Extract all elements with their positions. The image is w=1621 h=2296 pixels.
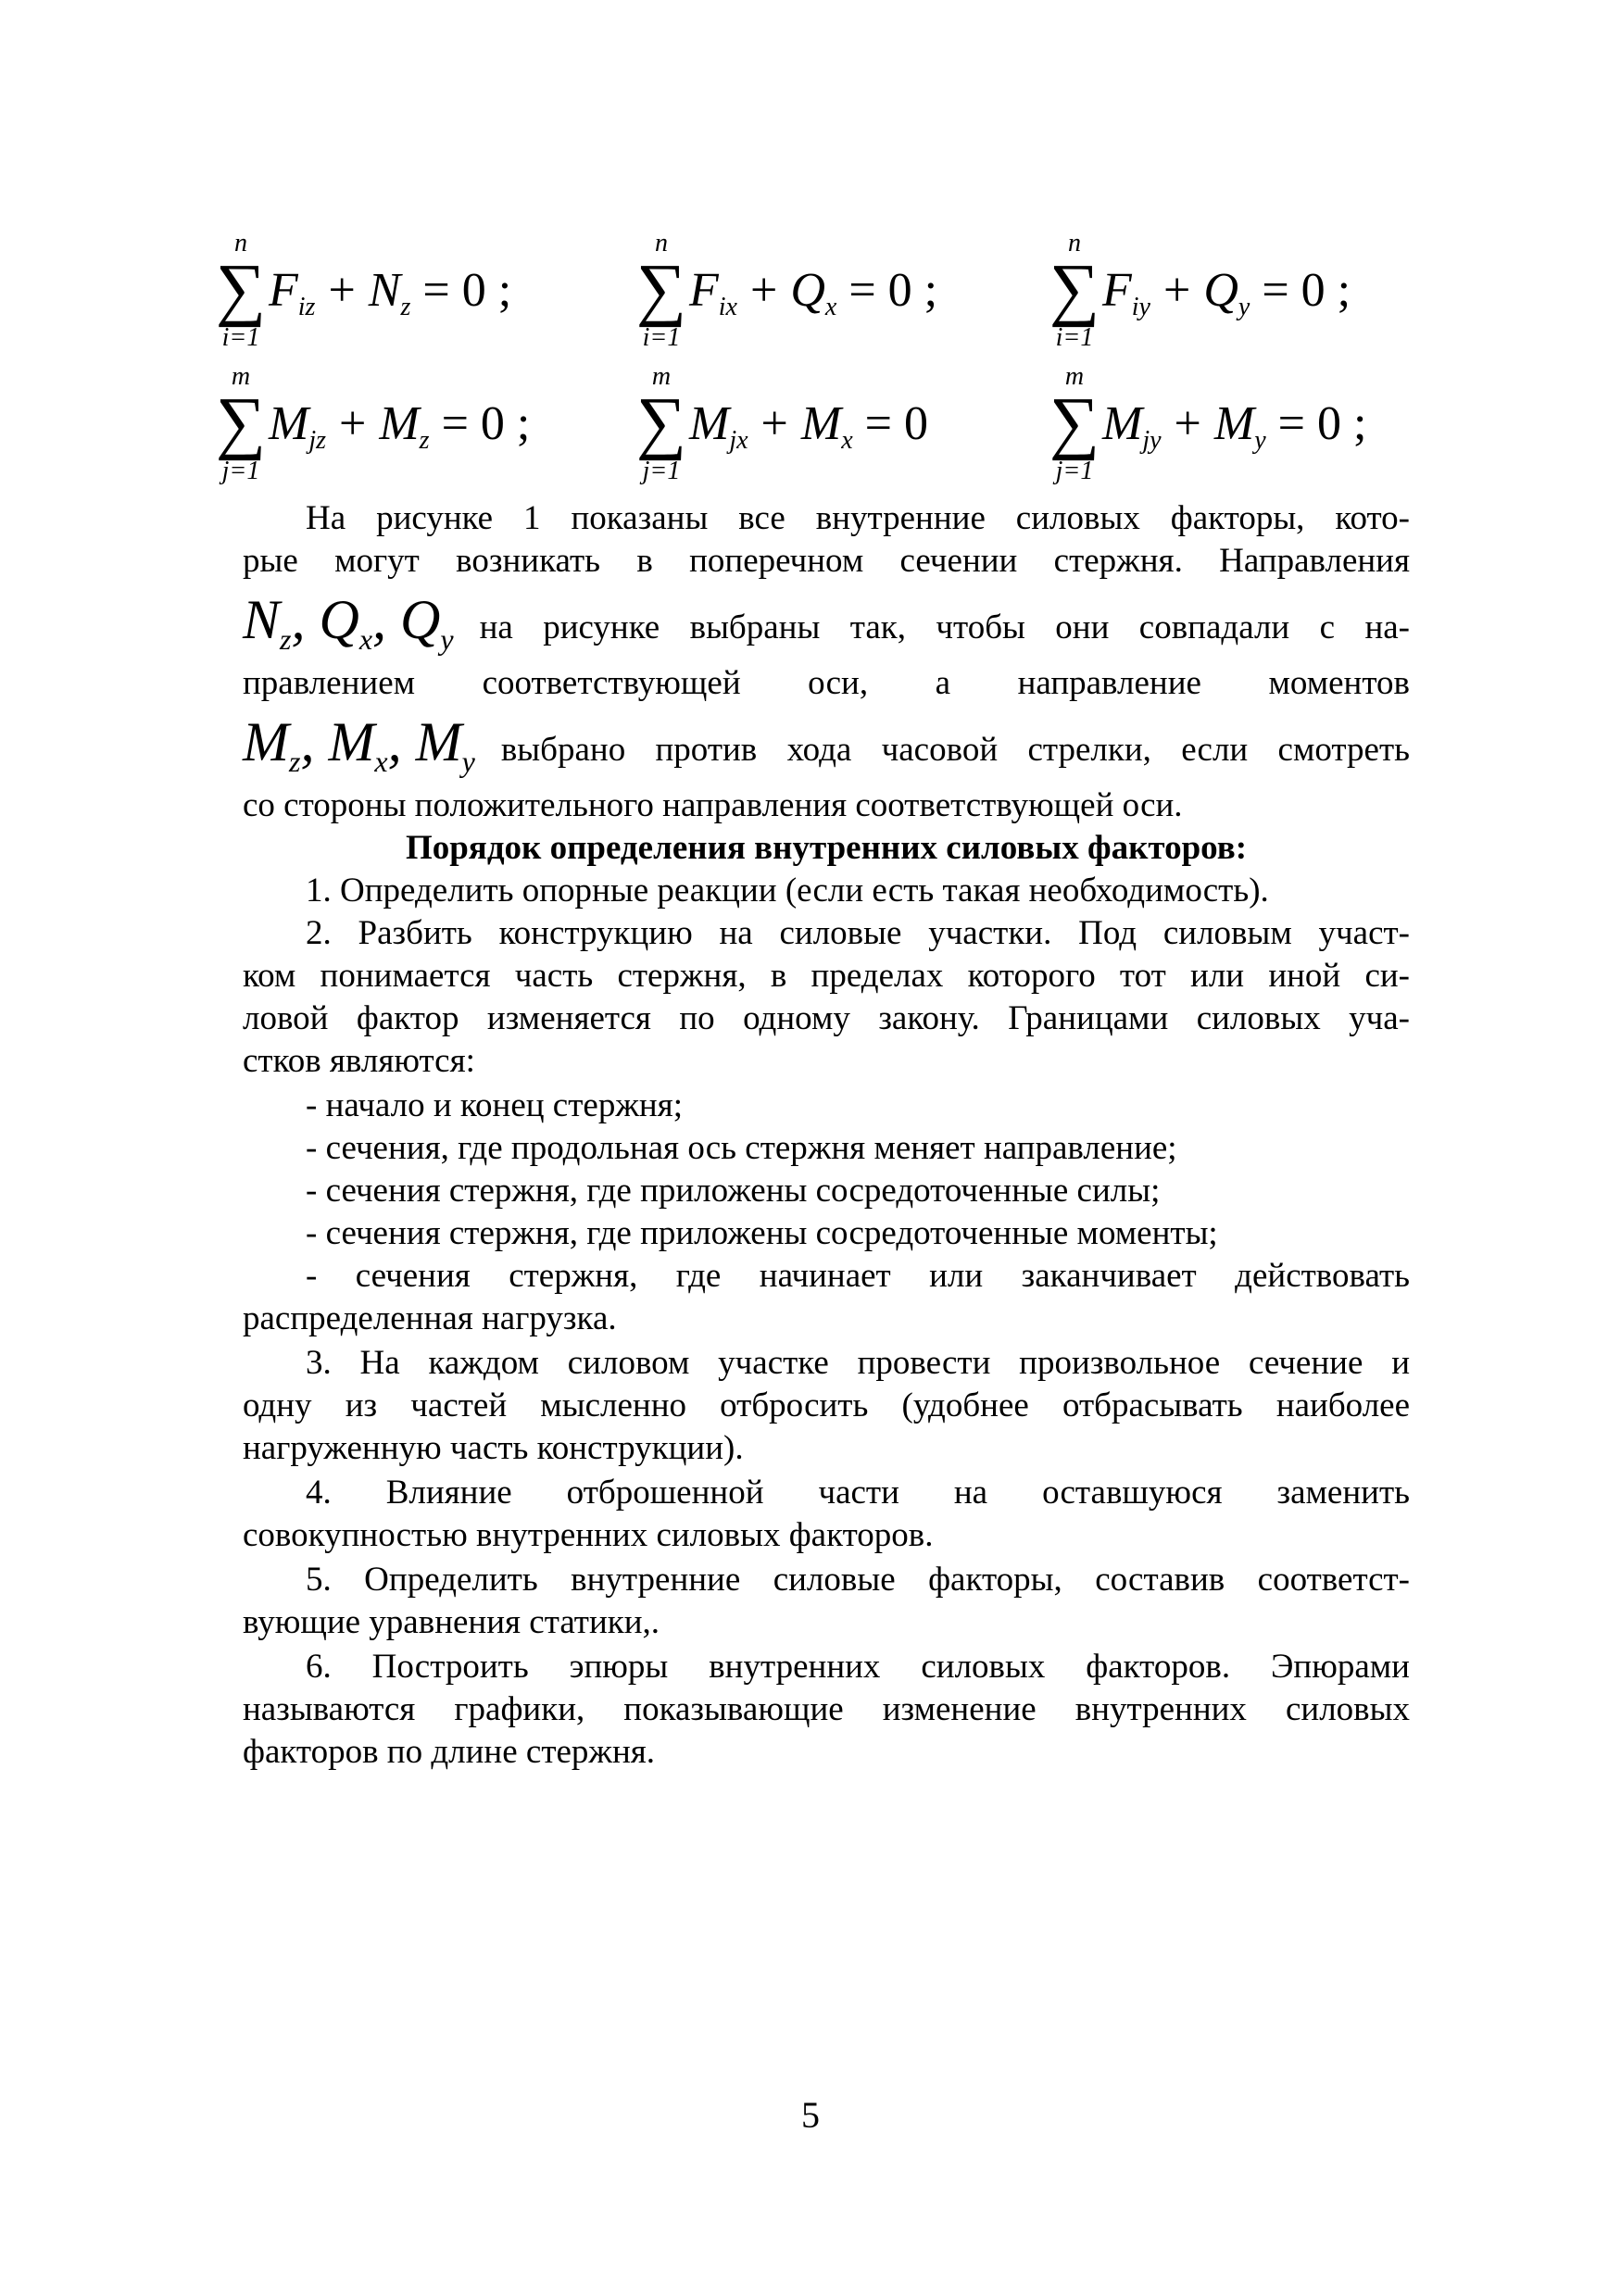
equation-row-moments xyxy=(0,363,1621,502)
sigma-symbol: ∑ xyxy=(635,383,687,461)
paragraph-line: правлением соответствующей оси, а направление моментов xyxy=(243,664,1410,702)
sigma-symbol: ∑ xyxy=(215,250,267,328)
sum-lower-limit: i=1 xyxy=(642,323,681,352)
equation-expression: $M_{jz} + M_z = 0$ ; xyxy=(269,397,531,455)
step-4-line: совокупностью внутренних силовых факторов. xyxy=(243,1516,934,1554)
paragraph-math-line-forces xyxy=(243,587,1410,656)
paragraph-line: выбрано против хода часовой стрелки, если смотреть xyxy=(500,731,1410,769)
page-number: 5 xyxy=(801,2094,820,2136)
sum-upper-limit: m xyxy=(1064,362,1085,391)
sum-lower-limit: j=1 xyxy=(1055,457,1094,485)
step-3-line: одну из частей мысленно отбросить (удобнее отбрасывать наиболее xyxy=(243,1386,1410,1424)
inline-formula-moments: $M_z$, $M_x$, $M_y$ xyxy=(243,711,475,778)
boundary-item: - сечения стержня, где начинает или заканчивает действовать xyxy=(306,1257,1410,1295)
sum-lower-limit: j=1 xyxy=(221,457,260,485)
paragraph-line: На рисунке 1 показаны все внутренние силовых факторы, кото- xyxy=(306,499,1410,537)
step-3-line: нагруженную часть конструкции). xyxy=(243,1429,744,1467)
step-6-line: называются графики, показывающие изменение внутренних силовых xyxy=(243,1690,1410,1728)
boundary-item: - сечения стержня, где приложены сосредоточенные моменты; xyxy=(306,1214,1218,1252)
step-5-line: вующие уравнения статики,. xyxy=(243,1603,660,1641)
inline-formula-forces: $N_z$, $Q_x$, $Q_y$ xyxy=(243,589,454,656)
step-2-line: стков являются: xyxy=(243,1042,475,1080)
sum-upper-limit: m xyxy=(651,362,672,391)
step-2-line: ком понимается часть стержня, в пределах которого тот или иной си- xyxy=(243,957,1410,995)
step-6-line: 6. Построить эпюры внутренних силовых факторов. Эпюрами xyxy=(306,1648,1410,1686)
boundary-item: распределенная нагрузка. xyxy=(243,1299,617,1337)
paragraph-math-line-moments xyxy=(243,709,1410,778)
equation-expression: $F_{iz} + N_z = 0$ ; xyxy=(269,264,512,321)
sigma-symbol: ∑ xyxy=(215,383,267,461)
boundary-item: - начало и конец стержня; xyxy=(306,1086,683,1124)
sum-upper-limit: n xyxy=(1068,229,1081,257)
sum-upper-limit: n xyxy=(655,229,668,257)
sigma-symbol: ∑ xyxy=(1049,250,1100,328)
equation-expression: $F_{iy} + Q_y = 0$ ; xyxy=(1102,264,1351,321)
step-4-line: 4. Влияние отброшенной части на оставшуюся заменить xyxy=(306,1474,1410,1512)
step-2-line: 2. Разбить конструкцию на силовые участки. Под силовым участ- xyxy=(306,914,1410,952)
step-2-line: ловой фактор изменяется по одному закону. Границами силовых уча- xyxy=(243,999,1410,1037)
boundary-item: - сечения стержня, где приложены сосредоточенные силы; xyxy=(306,1172,1161,1210)
boundary-item: - сечения, где продольная ось стержня меняет направление; xyxy=(306,1129,1177,1167)
paragraph-line: на рисунке выбраны так, чтобы они совпадали с на- xyxy=(479,609,1410,646)
sum-lower-limit: i=1 xyxy=(221,323,260,352)
section-heading: Порядок определения внутренних силовых факторов: xyxy=(405,829,1248,867)
equation-expression: $F_{ix} + Q_x = 0$ ; xyxy=(689,264,938,321)
step-6-line: факторов по длине стержня. xyxy=(243,1733,656,1771)
sum-upper-limit: m xyxy=(231,362,251,391)
paragraph-line: рые могут возникать в поперечном сечении стержня. Направления xyxy=(243,542,1410,580)
sigma-symbol: ∑ xyxy=(635,250,687,328)
sum-upper-limit: n xyxy=(234,229,247,257)
equation-expression: $M_{jy} + M_y = 0$ ; xyxy=(1102,397,1367,455)
sigma-symbol: ∑ xyxy=(1049,383,1100,461)
equation-expression: $M_{jx} + M_x = 0$ xyxy=(689,397,928,455)
sum-lower-limit: j=1 xyxy=(642,457,681,485)
step-3-line: 3. На каждом силовом участке провести произвольное сечение и xyxy=(306,1344,1410,1382)
paragraph-line: со стороны положительного направления соответствующей оси. xyxy=(243,786,1183,824)
step-1: 1. Определить опорные реакции (если есть такая необходимость). xyxy=(306,872,1269,910)
step-5-line: 5. Определить внутренние силовые факторы, составив соответст- xyxy=(306,1561,1410,1599)
equation-row-forces xyxy=(0,230,1621,369)
sum-lower-limit: i=1 xyxy=(1055,323,1094,352)
